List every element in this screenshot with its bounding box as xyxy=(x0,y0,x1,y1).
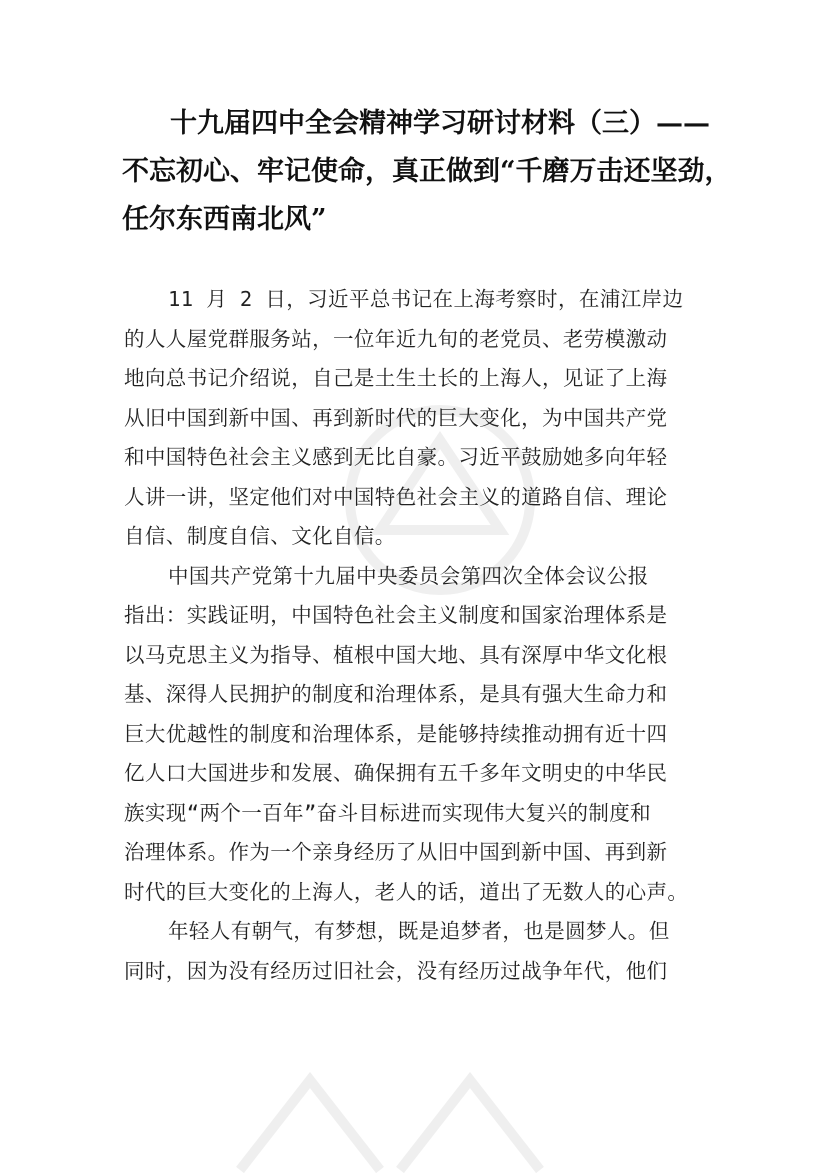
paragraph-1-line-7: 自信、制度自信、文化自信。 xyxy=(124,524,396,548)
paragraph-1-line-1: 11 月 2 日，习近平总书记在上海考察时，在浦江岸边 xyxy=(168,287,684,311)
paragraph-3-line-1: 年轻人有朝气，有梦想，既是追梦者，也是圆梦人。但 xyxy=(168,919,670,943)
title-line-1: 十九届四中全会精神学习研讨材料（三）—— xyxy=(170,108,710,139)
title-line-2: 不忘初心、牢记使命，真正做到“千磨万击还坚劲， xyxy=(122,156,732,187)
document-body xyxy=(124,280,724,991)
paragraph-2-line-1: 中国共产党第十九届中央委员会第四次全体会议公报 xyxy=(168,563,649,588)
paragraph-3-line-2: 同时，因为没有经历过旧社会，没有经历过战争年代，他们 xyxy=(124,958,668,983)
paragraph-2-line-6: 亿人口大国进步和发展、确保拥有五千多年文明史的中华民 xyxy=(124,761,668,785)
paragraph-2-line-8: 治理体系。作为一个亲身经历了从旧中国到新中国、再到新 xyxy=(124,840,668,864)
paragraph-2-line-3: 以马克思主义为指导、植根中国大地、具有深厚中华文化根 xyxy=(124,642,668,667)
title-line-3: 任尔东西南北风” xyxy=(122,204,327,235)
paragraph-2-line-2: 指出：实践证明，中国特色社会主义制度和国家治理体系是 xyxy=(124,603,668,627)
watermark-bottom-icon xyxy=(200,1060,560,1174)
paragraph-1-line-2: 的人人屋党群服务站，一位年近九旬的老党员、老劳模激动 xyxy=(124,326,668,351)
paragraph-1-line-4: 从旧中国到新中国、再到新时代的巨大变化，为中国共产党 xyxy=(124,405,668,430)
paragraph-2-line-4: 基、深得人民拥护的制度和治理体系，是具有强大生命力和 xyxy=(124,682,668,706)
paragraph-1-line-5: 和中国特色社会主义感到无比自豪。习近平鼓励她多向年轻 xyxy=(124,445,668,469)
paragraph-2-line-9: 时代的巨大变化的上海人，老人的话，道出了无数人的心声。 xyxy=(124,879,689,904)
paragraph-1-line-6: 人讲一讲，坚定他们对中国特色社会主义的道路自信、理论 xyxy=(124,484,668,509)
paragraph-2-line-7: 族实现“两个一百年”奋斗目标进而实现伟大复兴的制度和 xyxy=(124,800,652,825)
paragraph-2-line-5: 巨大优越性的制度和治理体系，是能够持续推动拥有近十四 xyxy=(124,721,668,746)
document-title xyxy=(122,100,732,244)
paragraph-1-line-3: 地向总书记介绍说，自己是土生土长的上海人，见证了上海 xyxy=(124,366,668,390)
